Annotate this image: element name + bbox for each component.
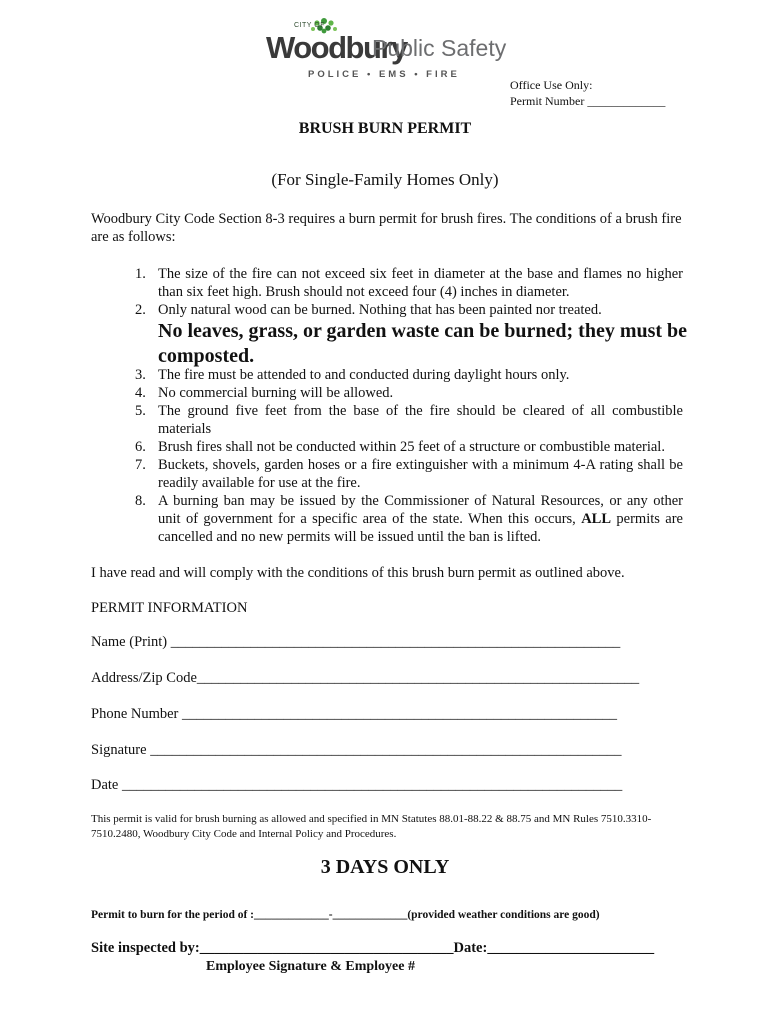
item-text-bold: ALL	[581, 511, 612, 527]
employee-signature-label: Employee Signature & Employee #	[206, 959, 415, 974]
list-item	[135, 301, 683, 319]
office-use-block	[510, 78, 665, 109]
address-field[interactable]: Address/Zip Code_____________________________________________________________	[91, 670, 640, 686]
permit-number-field: Permit Number _____________	[510, 93, 666, 108]
item-text: The fire must be attended to and conducted during daylight hours only.	[158, 367, 570, 383]
item-text-after: permits are cancelled and no new permits will be issued until the ban is lifted.	[158, 511, 683, 545]
logo-city-of: CITY OF	[294, 22, 325, 29]
item-text: No commercial burning will be allowed.	[158, 385, 394, 401]
item-text: Only natural wood can be burned. Nothing that has been painted nor treated.	[158, 302, 602, 318]
validity-note: This permit is valid for brush burning as allowed and specified in MN Statutes 88.01-88.22 & 88.75 and MN Rules 7510.3310-7510.2480, Woodbury City Code and Internal Policy and Procedures.	[91, 813, 652, 840]
item-text: The ground five feet from the base of the fire should be cleared of all combustible materials	[158, 403, 683, 437]
logo-tagline: POLICE • EMS • FIRE	[308, 69, 460, 80]
permit-info-heading: PERMIT INFORMATION	[91, 600, 248, 616]
intro-paragraph: Woodbury City Code Section 8-3 requires a burn permit for brush fires. The conditions of a brush fire are as follows:	[91, 211, 682, 245]
item-number: 2.	[135, 302, 146, 318]
office-use-label: Office Use Only:	[510, 78, 593, 92]
name-field[interactable]: Name (Print) ______________________________________________________________	[91, 634, 621, 650]
permit-period-field[interactable]: Permit to burn for the period of :_____________-_____________(provided weather conditions are good)	[91, 909, 600, 921]
agreement-statement: I have read and will comply with the conditions of this brush burn permit as outlined above.	[91, 565, 625, 581]
phone-field[interactable]: Phone Number ____________________________________________________________	[91, 706, 618, 722]
list-item	[135, 492, 683, 546]
item-text: The size of the fire can not exceed six feet in diameter at the base and flames no higher than six feet high. Brush should not exceed four (4) inches in diameter.	[158, 266, 683, 300]
signature-field[interactable]: Signature _________________________________________________________________	[91, 742, 622, 758]
item-text: Buckets, shovels, garden hoses or a fire extinguisher with a minimum 4-A rating shall be readily available for use at the fire.	[158, 457, 683, 491]
item-text: Brush fires shall not be conducted within 25 feet of a structure or combustible material.	[158, 439, 665, 455]
list-item	[135, 265, 683, 301]
list-item	[135, 366, 683, 384]
page-subtitle: (For Single-Family Homes Only)	[271, 170, 499, 189]
item-number: 3.	[135, 367, 146, 383]
logo-public-safety: Public Safety	[372, 35, 507, 61]
site-inspected-field[interactable]: Site inspected by:___________________________________Date:_______________________	[91, 940, 655, 956]
list-item	[135, 438, 683, 456]
list-item	[135, 384, 683, 402]
days-only-heading: 3 DAYS ONLY	[320, 856, 450, 878]
item-number: 5.	[135, 403, 146, 419]
item-number: 6.	[135, 439, 146, 455]
list-item	[135, 456, 683, 492]
date-field[interactable]: Date _____________________________________________________________________	[91, 777, 623, 793]
item-number: 4.	[135, 385, 146, 401]
logo-woodbury: Woodbury	[266, 30, 407, 65]
item-number: 1.	[135, 266, 146, 282]
item-number: 7.	[135, 457, 146, 473]
item-text-before: A burning ban may be issued by the Commissioner of Natural Resources, or any other unit of government for a specific area of the state. When this occurs,	[158, 493, 683, 527]
compost-warning: No leaves, grass, or garden waste can be burned; they must be composted.	[158, 320, 688, 367]
page-title: BRUSH BURN PERMIT	[298, 120, 472, 137]
list-item	[135, 402, 683, 438]
item-number: 8.	[135, 493, 146, 509]
